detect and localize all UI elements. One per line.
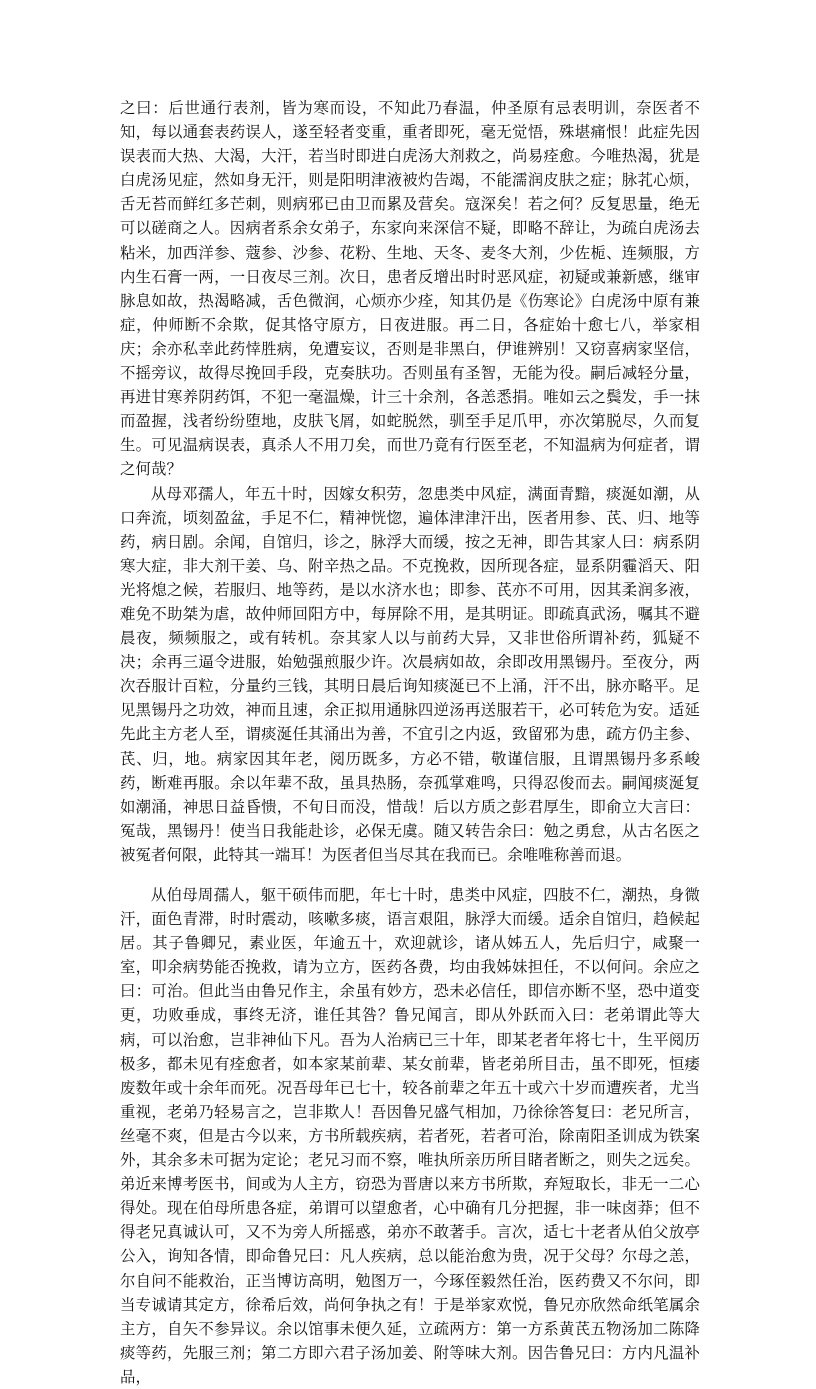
paragraph-3: 从伯母周孺人，躯干硕伟而肥，年七十时，患类中风症，四肢不仁，潮热，身微汗，面色青滞，时时震动，咳嗽多痰，语言艰阻，脉浮大而缓。适余自馆归，趋候起居。其子鲁卿兄，素业医，年逾五十，欢迎就诊，诸从姊五人，先后归宁，咸聚一室，叩余病势能否挽救，请为立方，医药各费，均由我姊妹担任，不以何问。余应之曰：可治。但此当由鲁兄作主，余虽有妙方，恐未必信任，即信亦断不坚，恐中道变更，功败垂成，事终无济，谁任其咎？鲁兄闻言，即从外跃而入曰：老弟谓此等大病，可以治愈，岂非神仙下凡。吾为人治病已三十年，即某老者年将七十，生平阅历极多，都未见有痊愈者，如本家某前辈、某女前辈，皆老弟所目击，虽不即死，恒痿废数年或十余年而死。况吾母年已七十，较各前辈之年五十或六十岁而遭疾者，尤当重视，老弟乃轻易言之，岂非欺人！吾因鲁兄盛气相加，乃徐徐答复曰：老兄所言，丝毫不爽，但是古今以来，方书所载疾病，若者死，若者可治，除南阳圣训成为铁案外，其余多未可据为定论；老兄习而不察，唯执所亲历所目睹者断之，则失之远矣。弟近来博考医书，间或为人主方，窃恐为晋唐以来方书所欺，弃短取长，非无一二心得处。现在伯母所患各症，弟谓可以望愈者，心中确有几分把握，非一味卤莽；但不得老兄真诚认可，又不为旁人所摇惑，弟亦不敢著手。言次，适七十老者从伯父放亭公入，询知各情，即命鲁兄曰：凡人疾病，总以能治愈为贵，况于父母？尔母之恙，尔自问不能救治，正当博访高明，勉图万一，今琢侄毅然任治，医药费又不尔问，即当专诚请其定方，徐希后效，尚何争执之有！于是举家欢悦，鲁兄亦欣然命纸笔属余主方，自矢不参异议。余以馆事未便久延，立疏两方：第一方系黄芪五物汤加二陈降痰等药，先服三剂；第二方即六君子汤加姜、附等味大剂。因告鲁兄曰：方内凡温补品，	[120, 886, 700, 1386]
paragraph-2: 从母邓孺人，年五十时，因嫁女积劳，忽患类中风症，满面青黯，痰涎如潮，从口奔流，顷刻盈盆，手足不仁，精神恍惚，遍体津津汗出，医者用参、芪、归、地等药，病日剧。余闻，自馆归，诊之，脉浮大而缓，按之无神，即告其家人曰：病系阴寒大症，非大剂干姜、乌、附辛热之品。不克挽救，因所现各症，显系阴霾滔天、阳光将熄之候，若服归、地等药，是以水济水也；即参、芪亦不可用，因其柔润多液，难免不助桀为虐，故仲师回阳方中，每屏除不用，是其明证。即疏真武汤，嘱其不避晨夜，频频服之，或有转机。奈其家人以与前药大异，又非世俗所谓补药，狐疑不决；余再三逼令进服，始勉强煎服少许。次晨病如故，余即改用黑锡丹。至夜分，两次吞服计百粒，分量约三钱，其明日晨后询知痰涎已不上涌，汗不出，脉亦略平。足见黑锡丹之功效，神而且速，余正拟用通脉四逆汤再送服若干，必可转危为安。适延先此主方老人至，谓痰涎任其涌出为善，不宜引之内返，致留邪为患，疏方仍主参、芪、归，地。病家因其年老，阅历既多，方必不错，敬谨信服，且谓黑锡丹多系峻药，断难再服。余以年辈不敌，虽具热肠，奈孤掌难鸣，只得忍俊而去。嗣闻痰涎复如潮涌，神思日益昏愦，不旬日而没，惜哉！后以方质之彭君厚生，即俞立大言曰：冤哉，黑锡丹！使当日我能赴诊，必保无虞。随又转告余曰：勉之勇怠，从古名医之被冤者何限，此特其一端耳！为医者但当尽其在我而已。余唯唯称善而退。	[120, 484, 700, 864]
document-page	[120, 96, 700, 1389]
paragraph-1: 之曰：后世通行表剂，皆为寒而设，不知此乃春温，仲圣原有忌表明训，奈医者不知，每以通套表药误人，遂至轻者变重，重者即死，毫无觉悟，殊堪痛恨！此症先因误表而大热、大渴，大汗，若当时即进白虎汤大剂救之，尚易痊愈。今唯热渴，犹是白虎汤见症，然如身无汗，则是阳明津液被灼告竭，不能濡润皮肤之症；脉芤心烦，舌无苔而鲜红多芒刺，则病邪已由卫而累及营矣。寇深矣！若之何？反复思量，绝无可以磋商之人。因病者系余女弟子，东家向来深信不疑，即略不辞让，为疏白虎汤去粘米，加西洋参、蔻参、沙参、花粉、生地、天冬、麦冬大剂，少佐栀、连频服，方内生石膏一两，一日夜尽三剂。次日，患者反增出时时恶风症，初疑或兼新感，继审脉息如故，热渴略减，舌色微润，心烦亦少痊，知其仍是《伤寒论》白虎汤中原有兼症，仲师断不余欺，促其恪守原方，日夜进服。再二日，各症始十愈七八，举家相庆；余亦私幸此药悻胜病，免遭妄议，否则是非黑白，伊谁辨别！又窃喜病家坚信，不摇旁议，故得尽挽回手段，克奏肤功。否则虽有圣智，无能为役。嗣后减轻分量，再进甘寒养阴药饵，不犯一毫温燥，计三十余剂，各恙悉捐。唯如云之鬓发，手一抹而盈握，浅者纷纷堕地，皮肤飞屑，如蛇脱然，驯至手足爪甲，亦次第脱尽，久而复生。可见温病误表，真杀人不用刀矣，而世乃竟有行医至老，不知温病为何症者，谓之何哉？	[120, 99, 700, 479]
